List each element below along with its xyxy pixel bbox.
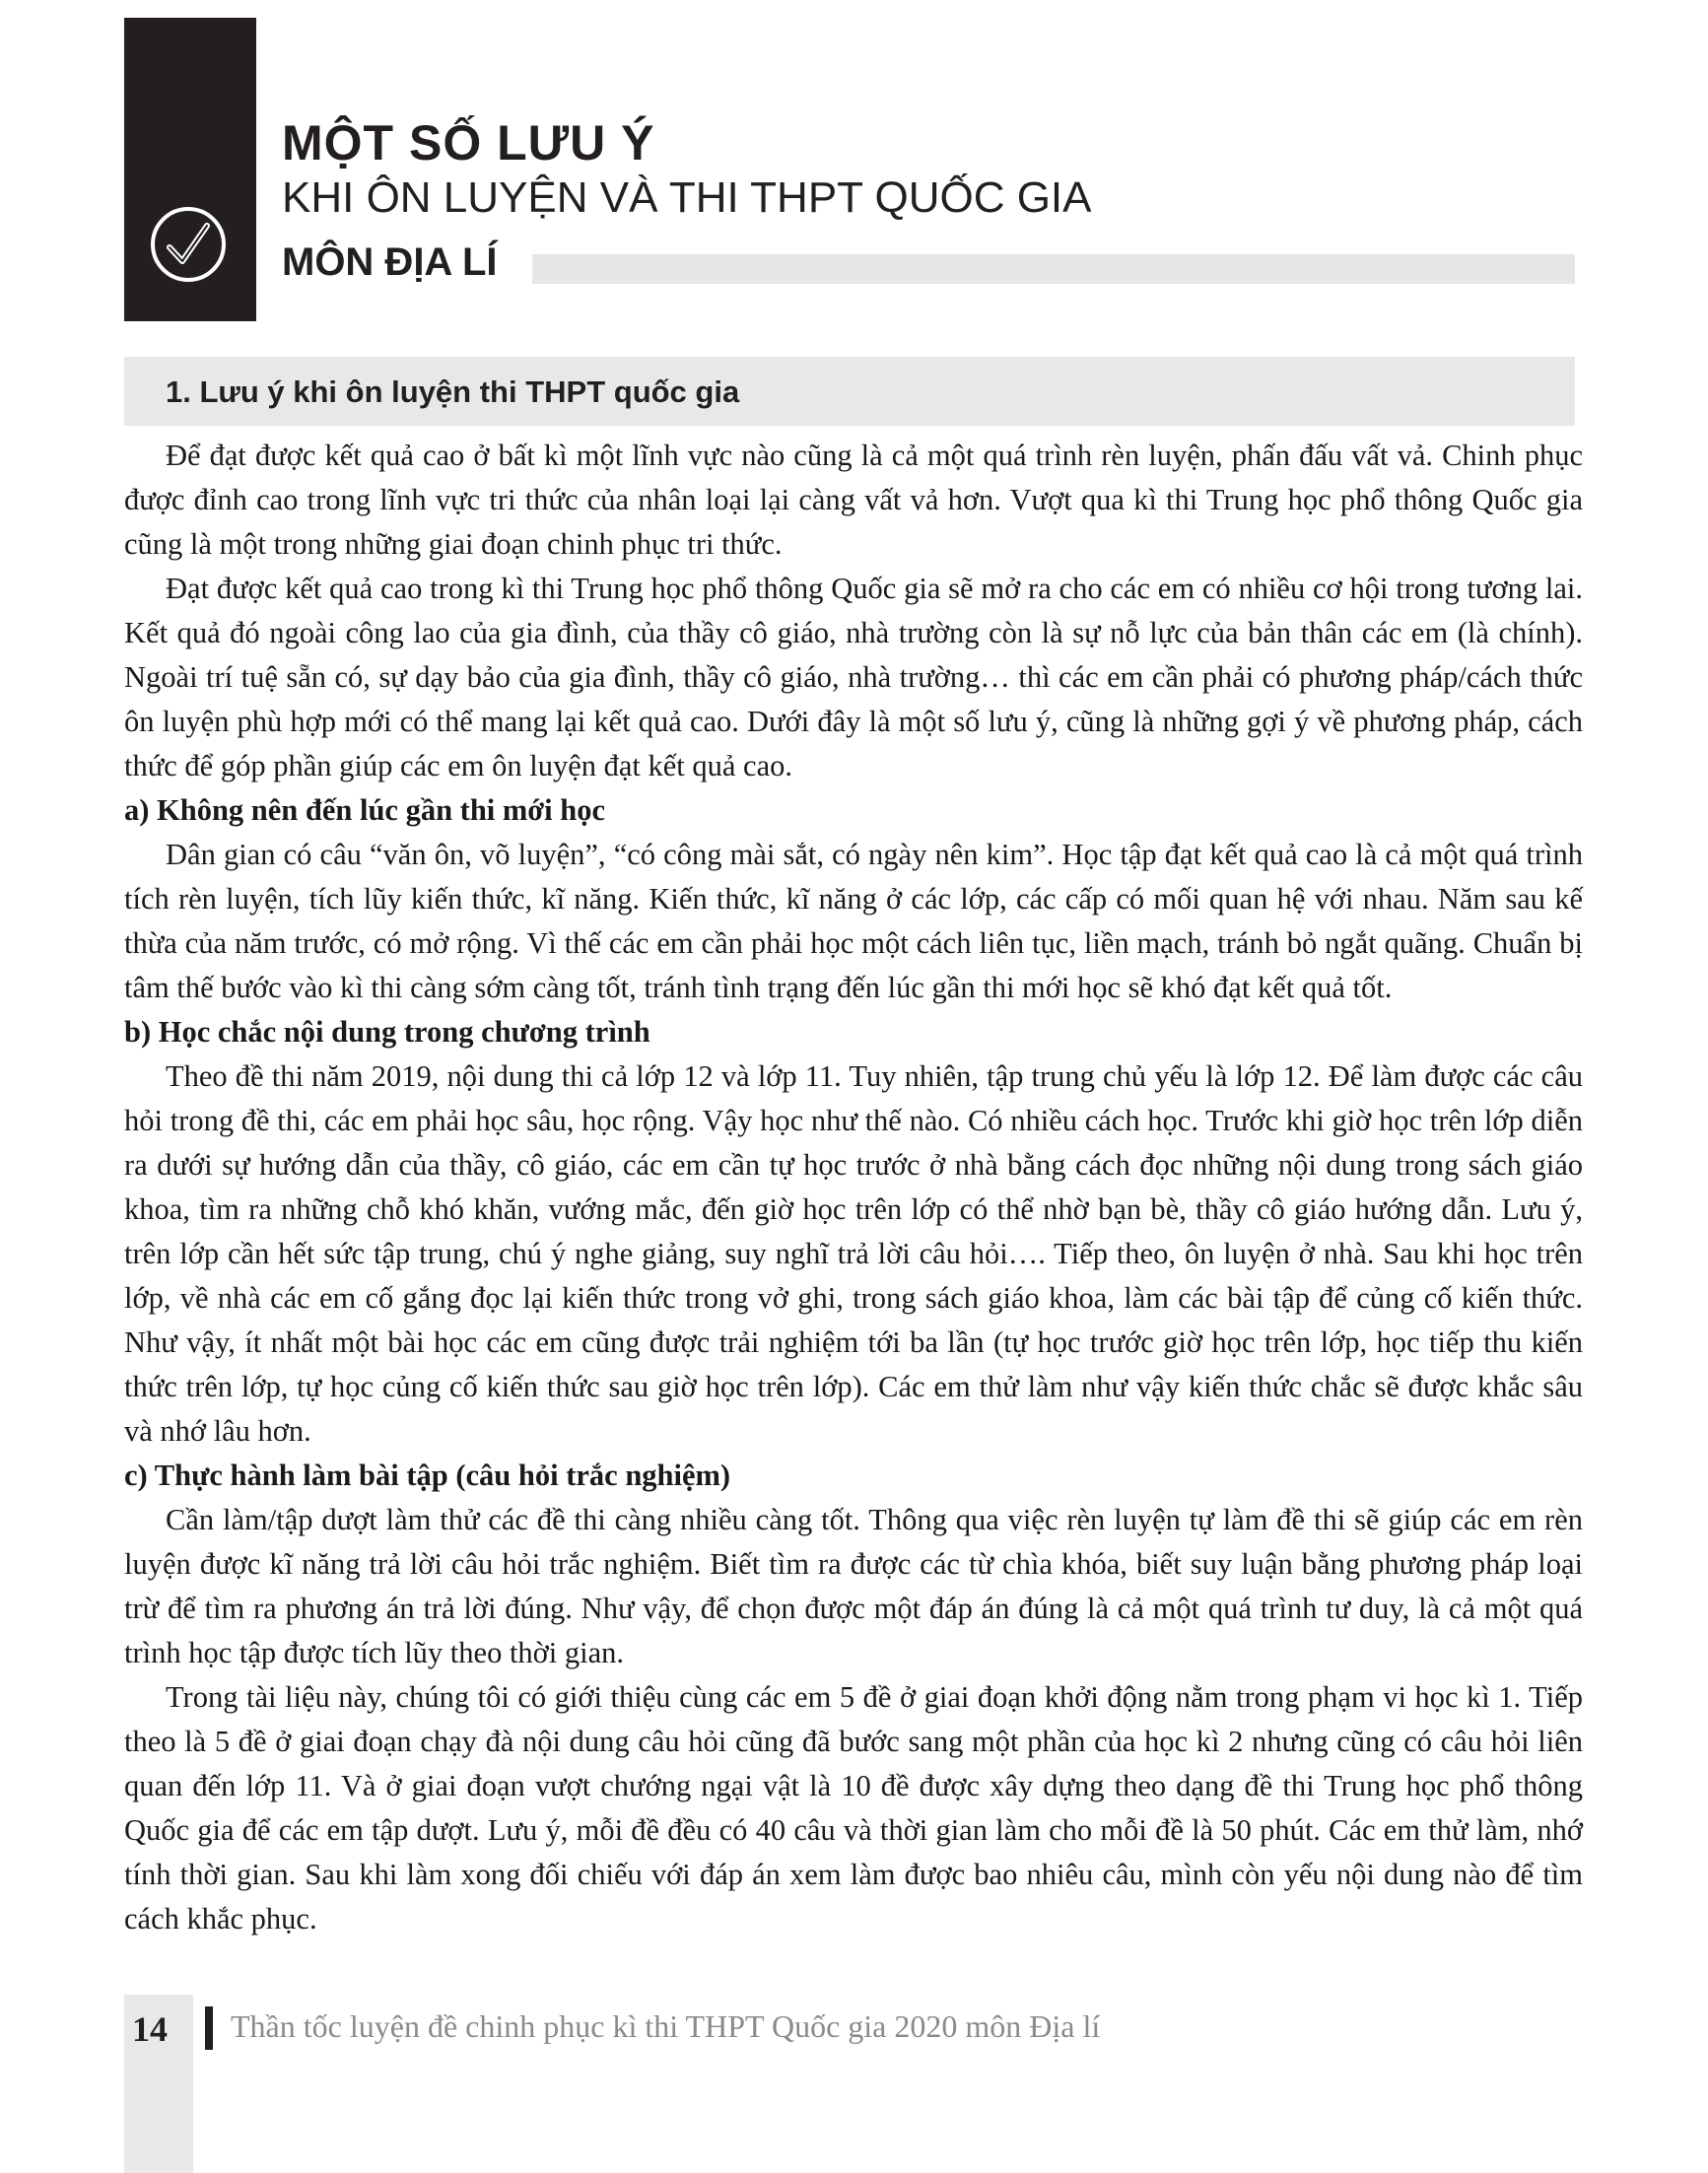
- heading-c: c) Thực hành làm bài tập (câu hỏi trắc nghiệm): [124, 1459, 731, 1492]
- paragraph-c-1: Cần làm/tập dượt làm thử các đề thi càng nhiều càng tốt. Thông qua việc rèn luyện tự làm đề thi sẽ giúp các em rèn luyện được kĩ năng trả lời câu hỏi trắc nghiệm. Biết tìm ra được các từ chìa khóa, biết suy luận bằng phương pháp loại trừ để tìm ra phương án trả lời đúng. Như vậy, để chọn được một đáp án đúng là cả một quá trình tư duy, là cả một quá trình học tập được tích lũy theo thời gian.: [124, 1503, 1583, 1669]
- footer-book-title: Thần tốc luyện đề chinh phục kì thi THPT Quốc gia 2020 môn Địa lí: [231, 2008, 1101, 2044]
- footer-divider: [205, 2006, 213, 2050]
- page-number: 14: [132, 2009, 168, 2049]
- main-content: [124, 434, 1583, 1941]
- page-subtitle: KHI ÔN LUYỆN VÀ THI THPT QUỐC GIA: [282, 173, 1092, 222]
- paragraph-c-2: Trong tài liệu này, chúng tôi có giới thiệu cùng các em 5 đề ở giai đoạn khởi động nằm trong phạm vi học kì 1. Tiếp theo là 5 đề ở giai đoạn chạy đà nội dung câu hỏi cũng đã bước sang một phần của học kì 2 nhưng cũng có câu hỏi liên quan đến lớp 11. Và ở giai đoạn vượt chướng ngại vật là 10 đề được xây dựng theo dạng đề thi Trung học phổ thông Quốc gia để các em tập dượt. Lưu ý, mỗi đề đều có 40 câu và thời gian làm cho mỗi đề là 50 phút. Các em thử làm, nhớ tính thời gian. Sau khi làm xong đối chiếu với đáp án xem làm được bao nhiêu câu, mình còn yếu nội dung nào để tìm cách khắc phục.: [124, 1680, 1583, 1935]
- page-title: MỘT SỐ LƯU Ý: [282, 115, 655, 170]
- heading-b: b) Học chắc nội dung trong chương trình: [124, 1015, 650, 1049]
- paragraph-a: Dân gian có câu “văn ôn, võ luyện”, “có công mài sắt, có ngày nên kim”. Học tập đạt kết quả cao là cả một quá trình tích rèn luyện, tích lũy kiến thức, kĩ năng. Kiến thức, kĩ năng ở các lớp, các cấp có mối quan hệ với nhau. Năm sau kế thừa của năm trước, có mở rộng. Vì thế các em cần phải học một cách liên tục, liền mạch, tránh bỏ ngắt quãng. Chuẩn bị tâm thế bước vào kì thi càng sớm càng tốt, tránh tình trạng đến lúc gần thi mới học sẽ khó đạt kết quả tốt.: [124, 838, 1583, 1004]
- subject-rule: [532, 254, 1575, 284]
- paragraph-intro-2: Đạt được kết quả cao trong kì thi Trung học phổ thông Quốc gia sẽ mở ra cho các em có nhiều cơ hội trong tương lai. Kết quả đó ngoài công lao của gia đình, của thầy cô giáo, nhà trường còn là sự nỗ lực của bản thân các em (là chính). Ngoài trí tuệ sẵn có, sự dạy bảo của gia đình, thầy cô giáo, nhà trường… thì các em cần phải có phương pháp/cách thức ôn luyện phù hợp mới có thể mang lại kết quả cao. Dưới đây là một số lưu ý, cũng là những gợi ý về phương pháp, cách thức để góp phần giúp các em ôn luyện đạt kết quả cao.: [124, 572, 1583, 782]
- paragraph-b: Theo đề thi năm 2019, nội dung thi cả lớp 12 và lớp 11. Tuy nhiên, tập trung chủ yếu là lớp 12. Để làm được các câu hỏi trong đề thi, các em phải học sâu, học rộng. Vậy học như thế nào. Có nhiều cách học. Trước khi giờ học trên lớp diễn ra dưới sự hướng dẫn của thầy, cô giáo, các em cần tự học trước ở nhà bằng cách đọc những nội dung trong sách giáo khoa, tìm ra những chỗ khó khăn, vướng mắc, đến giờ học trên lớp có thể nhờ bạn bè, thầy cô giáo hướng dẫn. Lưu ý, trên lớp cần hết sức tập trung, chú ý nghe giảng, suy nghĩ trả lời câu hỏi…. Tiếp theo, ôn luyện ở nhà. Sau khi học trên lớp, về nhà các em cố gắng đọc lại kiến thức trong vở ghi, trong sách giáo khoa, làm các bài tập để củng cố kiến thức. Như vậy, ít nhất một bài học các em cũng được trải nghiệm tới ba lần (tự học trước giờ học trên lớp, học tiếp thu kiến thức trên lớp, tự học củng cố kiến thức sau giờ học trên lớp). Các em thử làm như vậy kiến thức chắc sẽ được khắc sâu và nhớ lâu hơn.: [124, 1059, 1583, 1448]
- section-title: 1. Lưu ý khi ôn luyện thi THPT quốc gia: [166, 374, 740, 409]
- check-circle-icon: [148, 204, 229, 285]
- paragraph-intro-1: Để đạt được kết quả cao ở bất kì một lĩnh vực nào cũng là cả một quá trình rèn luyện, phấn đấu vất vả. Chinh phục được đỉnh cao trong lĩnh vực tri thức của nhân loại lại càng vất vả hơn. Vượt qua kì thi Trung học phổ thông Quốc gia cũng là một trong những giai đoạn chinh phục tri thức.: [124, 439, 1583, 561]
- subject-title: MÔN ĐỊA LÍ: [282, 240, 498, 284]
- heading-a: a) Không nên đến lúc gần thi mới học: [124, 793, 606, 827]
